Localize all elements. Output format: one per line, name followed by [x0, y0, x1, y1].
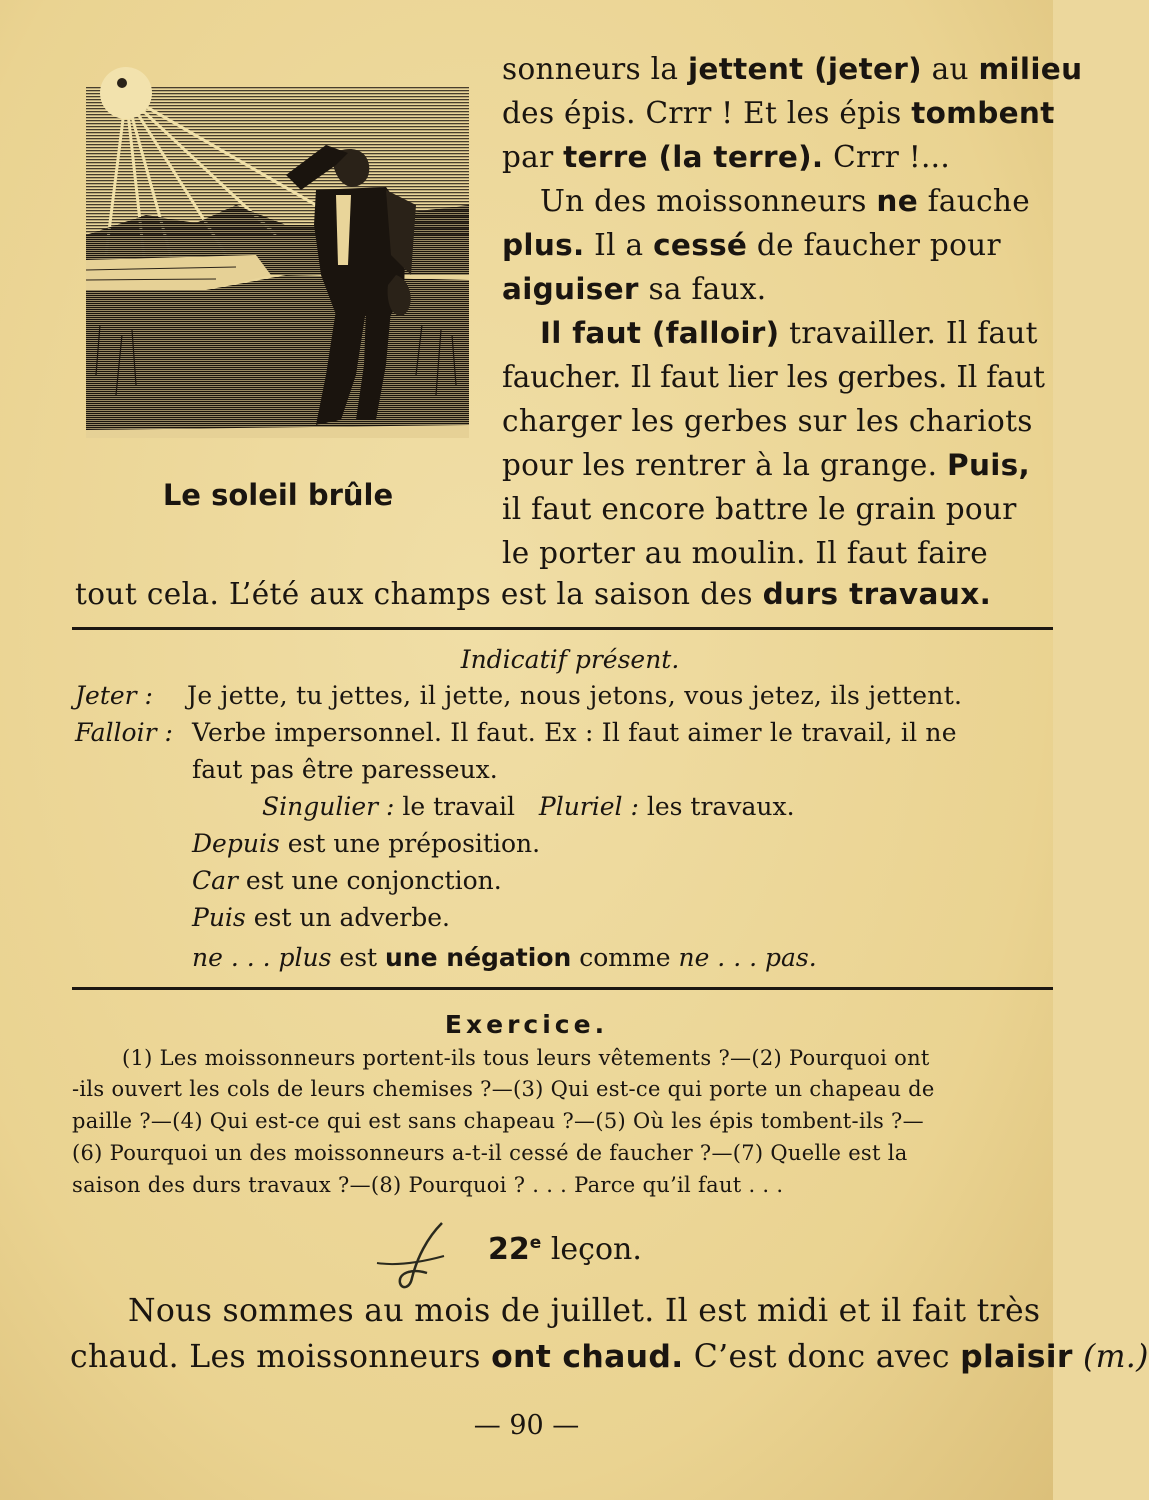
text-line: sonneurs la jettent (jeter) au milieu	[502, 52, 1083, 86]
exercise-line: saison des durs travaux ?—(8) Pourquoi ? . . . Parce qu’il faut . . .	[72, 1173, 784, 1197]
engraving-man-in-sun	[86, 75, 469, 438]
text-line: charger les gerbes sur les chariots	[502, 404, 1033, 438]
exercise-line: -ils ouvert les cols de leurs chemises ?—(3) Qui est-ce qui porte un chapeau de	[72, 1077, 935, 1101]
page-number: — 90 —	[473, 1410, 580, 1441]
text-line: tout cela. L’été aux champs est la saison des durs travaux.	[75, 577, 992, 611]
falloir-text: Verbe impersonnel. Il faut. Ex : Il faut aimer le travail, il ne	[192, 718, 957, 747]
text-line: Il faut (falloir) travailler. Il faut	[540, 316, 1038, 350]
text-line: des épis. Crrr ! Et les épis tombent	[502, 96, 1055, 130]
falloir-label: Falloir :	[75, 718, 173, 747]
text-line: Un des moissonneurs ne fauche	[540, 184, 1030, 218]
exercise-line: (6) Pourquoi un des moissonneurs a-t-il cessé de faucher ?—(7) Quelle est la	[72, 1141, 908, 1165]
illustration-caption: Le soleil brûle	[162, 478, 394, 512]
lesson-title: 22e leçon.	[488, 1232, 642, 1267]
handwritten-mark-icon	[372, 1218, 462, 1293]
lesson-text-line: chaud. Les moissonneurs ont chaud. C’est donc avec plaisir (m.)	[70, 1339, 1149, 1375]
grammar-note: ne . . . plus est une négation comme ne . . . pas.	[192, 943, 817, 972]
exercise-line: paille ?—(4) Qui est-ce qui est sans chapeau ?—(5) Où les épis tombent-ils ?—	[72, 1109, 924, 1133]
lesson-text-line: Nous sommes au mois de juillet. Il est midi et il fait très	[128, 1293, 1041, 1329]
jeter-conjugation: Je jette, tu jettes, il jette, nous jetons, vous jetez, ils jettent.	[187, 681, 963, 710]
grammar-note: Car est une conjonction.	[192, 866, 502, 895]
jeter-label: Jeter :	[75, 681, 153, 710]
text-line: il faut encore battre le grain pour	[502, 492, 1017, 526]
text-line: plus. Il a cessé de faucher pour	[502, 228, 1001, 262]
singular-plural: Singulier : le travail Pluriel : les travaux.	[262, 792, 795, 821]
grammar-note: Puis est un adverbe.	[192, 903, 450, 932]
exercise-title: Exercice.	[444, 1010, 609, 1039]
text-line: par terre (la terre). Crrr !...	[502, 140, 951, 174]
divider	[72, 627, 1053, 630]
divider	[72, 987, 1053, 990]
text-line: pour les rentrer à la grange. Puis,	[502, 448, 1031, 482]
text-line: le porter au moulin. Il faut faire	[502, 536, 989, 570]
exercise-line: (1) Les moissonneurs portent-ils tous leurs vêtements ?—(2) Pourquoi ont	[122, 1046, 930, 1070]
text-line: faucher. Il faut lier les gerbes. Il faut	[502, 360, 1045, 394]
falloir-text: faut pas être paresseux.	[192, 755, 498, 784]
grammar-note: Depuis est une préposition.	[192, 829, 541, 858]
grammar-heading: Indicatif présent.	[460, 645, 680, 674]
text-line: aiguiser sa faux.	[502, 272, 767, 306]
